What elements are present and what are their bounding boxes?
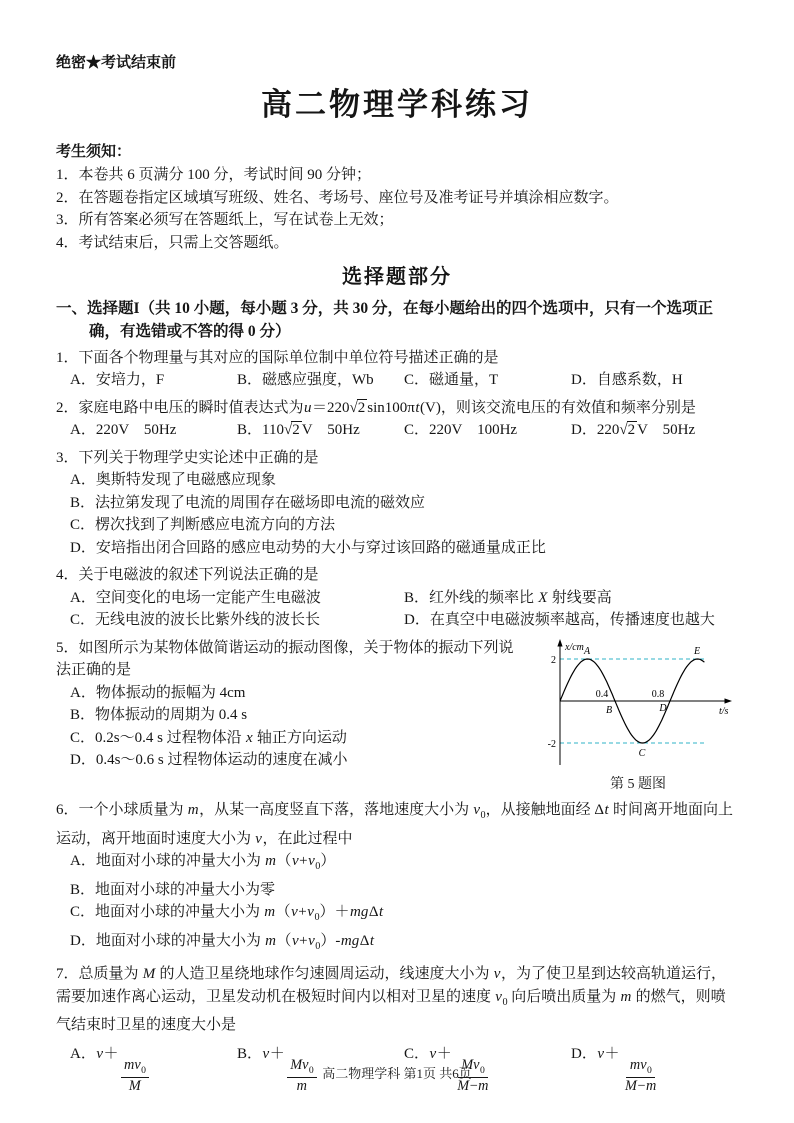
y-axis-arrow	[557, 639, 562, 647]
notice-item: 2．在答题卷指定区域填写班级、姓名、考场号、座位号及准考证号并填涂相应数字。	[56, 189, 619, 206]
y-axis-label: x/cm	[565, 641, 584, 653]
option-c: C．楞次找到了判断感应电流方向的方法	[70, 517, 336, 533]
question-4-stem: 4．关于电磁波的叙述下列说法正确的是	[56, 567, 319, 583]
figure-caption: 第 5 题图	[610, 777, 666, 792]
option-a: A．地面对小球的冲量大小为 $m(v+v_0)$	[70, 853, 336, 872]
point-label-a: A	[583, 645, 591, 657]
option-a: A．奥斯特发现了电磁感应现象	[70, 472, 276, 488]
classification-banner: 绝密★考试结束前	[56, 55, 177, 71]
question-1	[56, 347, 738, 392]
t-axis-arrow	[725, 698, 733, 703]
option-b: B．磁感应强度，Wb	[237, 372, 374, 388]
option-b: B．法拉第发现了电流的周围存在磁场即电流的磁效应	[70, 494, 426, 511]
harmonic-motion-graph	[538, 637, 738, 769]
notice-item: 4．考试结束后，只需上交答题纸。	[56, 234, 289, 251]
option-c: C．无线电波的波长比紫外线的波长长	[70, 612, 321, 628]
option-a: A．空间变化的电场一定能产生电磁波	[70, 589, 321, 606]
option-d: D．地面对小球的冲量大小为 $m(v+v_0)$-mgΔt	[70, 932, 375, 952]
question-2	[56, 397, 738, 442]
t-tick-08: 0.8	[651, 688, 665, 700]
question-6-stem: 6．一个小球质量为 m，从某一高度竖直下落，落地速度大小为 $v_0$，从接触地面经 Δt 时间离开地面向上运动，离开地面时速度大小为 v，在此过程中	[56, 802, 733, 847]
option-b: B．红外线的频率比 X 射线要高	[404, 589, 612, 606]
option-d: D．在真空中电磁波频率越高，传播速度也越大	[404, 612, 715, 628]
option-d: D．220√2 V 50Hz	[571, 422, 696, 438]
option-a: A．物体振动的振幅为 4cm	[70, 684, 246, 701]
question-5	[56, 637, 738, 795]
point-label-b: B	[605, 704, 613, 716]
option-d: D．自感系数，H	[571, 372, 683, 388]
option-a: A．v＋ $\frac{mv_0}{M}$	[70, 1043, 237, 1096]
part-title: 选择题部分	[342, 266, 452, 288]
section-heading: 一、选择题I（共 10 小题，每小题 3 分，共 30 分，在每小题给出的四个选项中，只有一个选项正确，有选错或不答的得 0 分）	[56, 299, 714, 340]
question-4-options	[56, 587, 738, 632]
y-tick-top: 2	[551, 654, 556, 666]
point-label-d: D	[659, 702, 667, 714]
point-label-c: C	[638, 747, 646, 759]
option-c: C．220V 100Hz	[404, 422, 518, 438]
question-2-stem: 2．家庭电路中电压的瞬时值表达式为u＝220√2 sin100πt(V)，则该交流电压的有效值和频率分别是	[56, 399, 696, 416]
question-7-stem: 7．总质量为 M 的人造卫星绕地球作匀速圆周运动，线速度大小为 v，为了使卫星到达较高轨道运行，需要加速作离心运动，卫星发动机在极短时间内以相对卫星的速度 $v_0$ 向后喷出质量为 m 的燃气，则喷气结束时卫星的速度大小是	[56, 966, 726, 1033]
option-d: D．安培指出闭合回路的感应电动势的大小与穿过该回路的磁通量成正比	[70, 539, 546, 556]
notice-title: 考生须知：	[56, 143, 132, 160]
t-tick-04: 0.4	[595, 688, 609, 700]
option-c: C．0.2s～0.4 s 过程物体沿 x 轴正方向运动	[70, 729, 347, 746]
point-label-e: E	[693, 645, 701, 657]
option-c: C．v＋ $\frac{Mv_0}{M-m}$	[404, 1045, 489, 1095]
t-axis-label: t/s	[719, 705, 729, 717]
option-b: B．v＋ $\frac{Mv_0}{m}$	[237, 1043, 404, 1096]
question-5-stem: 5．如图所示为某物体做简谐运动的振动图像，关于物体的振动下列说法正确的是	[56, 639, 514, 678]
question-2-options	[56, 419, 738, 442]
option-c: C．磁通量，T	[404, 372, 499, 388]
notice-item: 1．本卷共 6 页满分 100 分，考试时间 90 分钟；	[56, 167, 372, 183]
option-d: D．v＋ $\frac{mv_0}{M-m}$	[571, 1045, 657, 1095]
question-4	[56, 564, 738, 632]
notice-item: 3．所有答案必须写在答题纸上，写在试卷上无效；	[56, 212, 394, 228]
option-c: C．地面对小球的冲量大小为 $m(v+v_0)+mg\Delta t$	[70, 904, 384, 923]
question-3-stem: 3．下列关于物理学史实论述中正确的是	[56, 449, 319, 466]
page-footer: 高二物理学科 第1页 共6页	[322, 1065, 472, 1081]
option-b: B．110√2 V 50Hz	[237, 422, 360, 438]
option-d: D．0.4s～0.6 s 过程物体运动的速度在减小	[70, 752, 348, 768]
question-1-stem: 1．下面各个物理量与其对应的国际单位制中单位符号描述正确的是	[56, 349, 499, 366]
question-5-figure	[538, 637, 738, 795]
option-a: A．安培力，F	[70, 372, 165, 388]
question-1-options	[56, 369, 738, 392]
y-tick-bottom: -2	[547, 738, 556, 750]
option-b: B．物体振动的周期为 0.4 s	[70, 707, 248, 723]
option-b: B．地面对小球的冲量大小为零	[70, 881, 276, 898]
question-3	[56, 447, 738, 560]
question-6	[56, 799, 738, 958]
option-a: A．220V 50Hz	[70, 422, 177, 438]
page-title: 高二物理学科练习	[261, 86, 533, 122]
